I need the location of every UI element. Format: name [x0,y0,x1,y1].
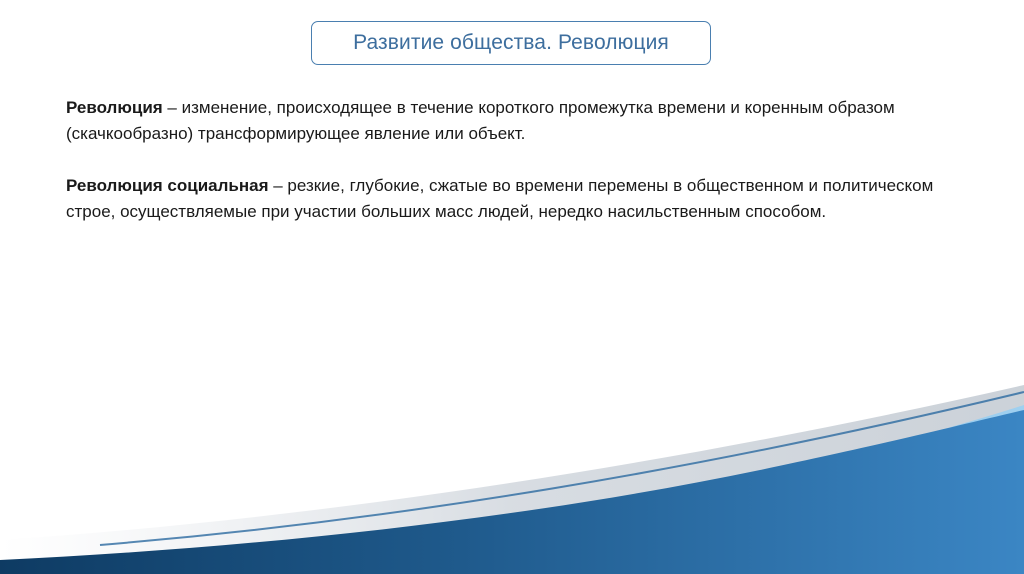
title-box [311,21,711,65]
definition-term: Революция социальная [66,176,269,195]
definition-revolution [66,95,966,147]
definition-text: – резкие, глубокие, сжатые во времени перемены в общественном и политическом строе, осуществляемые при участии больших масс людей, нередко насильственным способом. [66,176,934,221]
slide-body [66,95,966,225]
definition-term: Революция [66,98,163,117]
definition-text: – изменение, происходящее в течение короткого промежутка времени и коренным образом (скачкообразно) трансформирующее явление или объект. [66,98,895,143]
definition-social-revolution [66,173,966,225]
slide-title: Развитие общества. Революция [353,31,669,54]
